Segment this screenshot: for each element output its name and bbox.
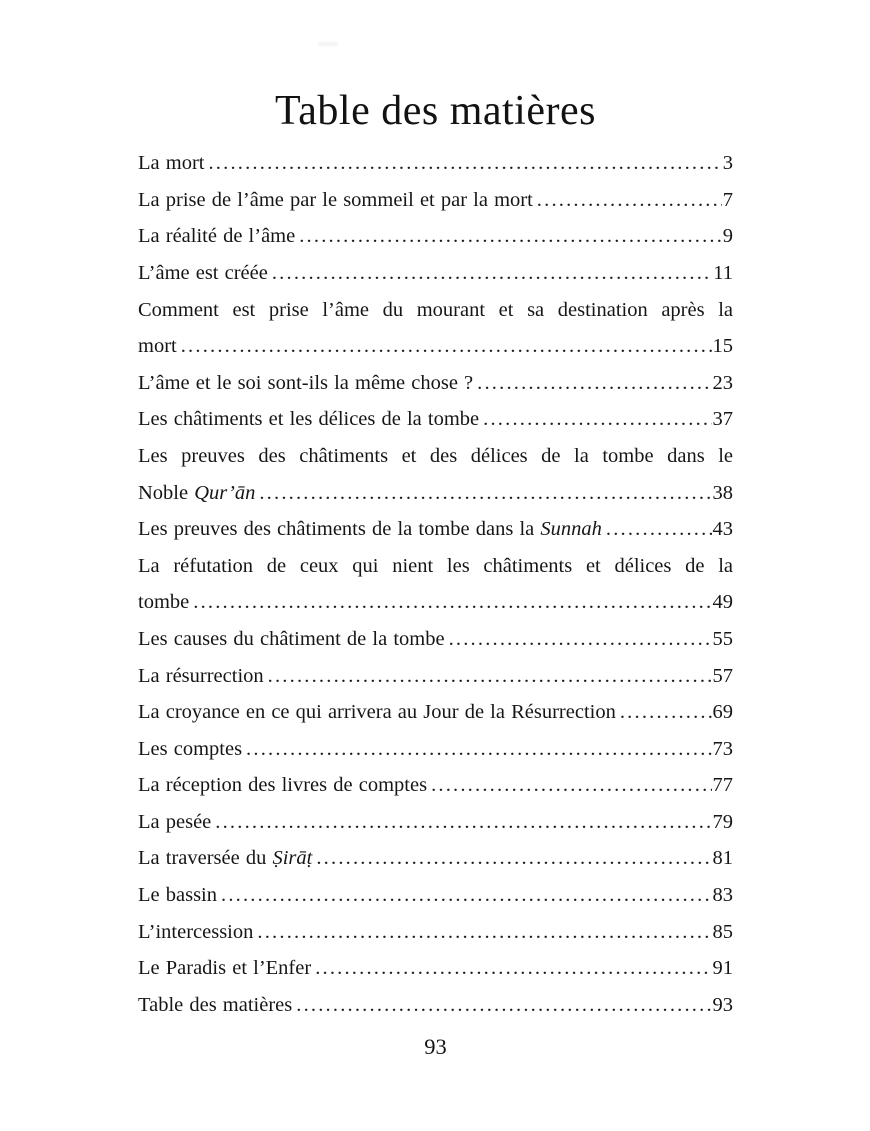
- toc-entry-text: L’intercession: [138, 920, 254, 943]
- toc-page-number: 81: [712, 847, 733, 870]
- toc-entry-title: [138, 584, 189, 621]
- toc-entry-text: La réalité de l’âme: [138, 225, 296, 248]
- toc-entry-text: Les châtiments et les délices de la tombe: [138, 408, 480, 431]
- toc-entry-leader-line: [138, 767, 733, 804]
- toc-entry[interactable]: [138, 694, 733, 731]
- toc-entry-title: [138, 987, 292, 1024]
- toc-entry-leader-line: [138, 511, 733, 548]
- toc-entry[interactable]: [138, 658, 733, 695]
- toc-entry-text: La croyance en ce qui arrivera au Jour de la Résurrection: [138, 701, 616, 724]
- toc-entry-title: [138, 914, 253, 951]
- toc-page-number: 38: [712, 481, 733, 504]
- toc-entry[interactable]: [138, 804, 733, 841]
- toc-entry-leader-line: [138, 840, 733, 877]
- toc-entry-title: [138, 950, 311, 987]
- toc-entry-text: Table des matières: [138, 993, 293, 1016]
- toc-entry[interactable]: [138, 401, 733, 438]
- dot-leader: [246, 731, 711, 768]
- toc-entry-leader-line: [138, 621, 733, 658]
- toc-entry-leader-line: [138, 218, 733, 255]
- toc-entry[interactable]: [138, 731, 733, 768]
- toc-page-number: 57: [712, 664, 733, 687]
- footer-page-number: 93: [424, 1034, 447, 1060]
- toc-entry-term-italic: Sunnah: [540, 518, 602, 541]
- toc-entry-text: La mort: [138, 152, 205, 175]
- toc-entry-wrap-line: [138, 292, 733, 329]
- toc-page-number: 3: [722, 152, 733, 175]
- toc-entry-title: [138, 511, 602, 548]
- toc-entry-leader-line: [138, 658, 733, 695]
- toc-page-number: 15: [712, 335, 733, 358]
- toc-page-number: 55: [712, 627, 733, 650]
- toc-list: [138, 145, 733, 1023]
- toc-entry[interactable]: [138, 548, 733, 621]
- toc-entry-title: [138, 804, 211, 841]
- toc-entry[interactable]: [138, 145, 733, 182]
- dot-leader: [483, 401, 711, 438]
- toc-entry-leader-line: [138, 731, 733, 768]
- toc-entry-title: [138, 694, 616, 731]
- toc-page-number: 11: [713, 261, 733, 284]
- toc-entry-text: La réception des livres de comptes: [138, 774, 428, 797]
- toc-entry[interactable]: [138, 621, 733, 658]
- dot-leader: [477, 365, 711, 402]
- toc-entry[interactable]: [138, 255, 733, 292]
- dot-leader: [299, 218, 722, 255]
- toc-entry[interactable]: [138, 877, 733, 914]
- toc-page-number: 43: [712, 518, 733, 541]
- toc-entry-title: [138, 731, 242, 768]
- toc-entry-title: [138, 767, 427, 804]
- toc-page-number: 79: [712, 810, 733, 833]
- toc-page-number: 73: [712, 737, 733, 760]
- toc-entry[interactable]: [138, 950, 733, 987]
- toc-entry-text: Le Paradis et l’Enfer: [138, 957, 312, 980]
- toc-entry-text: Les preuves des châtiments et des délices de la tombe dans le: [138, 444, 733, 467]
- toc-entry-leader-line: [138, 877, 733, 914]
- dot-leader: [208, 145, 721, 182]
- dot-leader: [296, 987, 711, 1024]
- dot-leader: [606, 511, 712, 548]
- toc-entry-title: [138, 365, 473, 402]
- toc-entry-title: [138, 475, 255, 512]
- toc-entry-title: [138, 401, 479, 438]
- toc-entry-text: tombe: [138, 591, 190, 614]
- toc-entry-title: [138, 840, 312, 877]
- toc-page-number: 69: [712, 701, 733, 724]
- toc-entry-title: [138, 182, 533, 219]
- page-title: Table des matières: [275, 88, 596, 134]
- toc-entry-text: La traversée du: [138, 847, 273, 870]
- toc-entry-leader-line: [138, 255, 733, 292]
- toc-entry-leader-line: [138, 328, 733, 365]
- toc-entry-text: L’âme est créée: [138, 261, 268, 284]
- dot-leader: [315, 950, 711, 987]
- dot-leader: [272, 255, 712, 292]
- toc-entry-leader-line: [138, 694, 733, 731]
- toc-entry-leader-line: [138, 987, 733, 1024]
- dot-leader: [449, 621, 712, 658]
- toc-entry-leader-line: [138, 914, 733, 951]
- toc-entry-wrap-line: [138, 548, 733, 585]
- toc-entry[interactable]: [138, 438, 733, 511]
- toc-entry-text: La réfutation de ceux qui nient les châtiments et délices de la: [138, 554, 733, 577]
- toc-page-number: 7: [722, 188, 733, 211]
- dot-leader: [221, 877, 712, 914]
- toc-entry-wrap-line: [138, 438, 733, 475]
- toc-entry-leader-line: [138, 950, 733, 987]
- toc-entry-title: [138, 218, 295, 255]
- dot-leader: [257, 914, 711, 951]
- toc-entry-title: [138, 145, 204, 182]
- toc-entry[interactable]: [138, 511, 733, 548]
- toc-entry[interactable]: [138, 914, 733, 951]
- toc-entry-leader-line: [138, 182, 733, 219]
- dot-leader: [268, 658, 712, 695]
- toc-entry[interactable]: [138, 767, 733, 804]
- toc-entry-text: Les comptes: [138, 737, 243, 760]
- toc-entry-text: La résurrection: [138, 664, 264, 687]
- toc-entry-title: [138, 621, 445, 658]
- toc-entry[interactable]: [138, 292, 733, 365]
- toc-page-number: 49: [712, 591, 733, 614]
- dot-leader: [431, 767, 711, 804]
- toc-entry-text: L’âme et le soi sont-ils la même chose ?: [138, 371, 474, 394]
- toc-entry-text: Noble: [138, 481, 195, 504]
- toc-entry-leader-line: [138, 401, 733, 438]
- toc-entry-title: [138, 877, 217, 914]
- toc-entry[interactable]: [138, 987, 733, 1024]
- toc-entry-text: mort: [138, 335, 177, 358]
- dot-leader: [181, 328, 712, 365]
- toc-entry[interactable]: [138, 840, 733, 877]
- toc-entry-leader-line: [138, 804, 733, 841]
- toc-entry-leader-line: [138, 145, 733, 182]
- toc-entry-title: [138, 328, 177, 365]
- dot-leader: [620, 694, 712, 731]
- toc-entry-term-italic: Ṣirāṭ: [272, 847, 313, 870]
- toc-entry-text: La prise de l’âme par le sommeil et par la mort: [138, 188, 533, 211]
- dot-leader: [193, 584, 711, 621]
- toc-entry[interactable]: [138, 182, 733, 219]
- toc-page-number: 85: [712, 920, 733, 943]
- toc-page-number: 83: [712, 884, 733, 907]
- toc-entry-text: La pesée: [138, 810, 212, 833]
- toc-page-number: 77: [712, 774, 733, 797]
- toc-page-number: 91: [712, 957, 733, 980]
- toc-entry-title: [138, 658, 264, 695]
- toc-entry[interactable]: [138, 218, 733, 255]
- dot-leader: [537, 182, 722, 219]
- dot-leader: [316, 840, 711, 877]
- toc-entry-text: Le bassin: [138, 884, 217, 907]
- toc-entry-text: Les causes du châtiment de la tombe: [138, 627, 445, 650]
- toc-entry-leader-line: [138, 584, 733, 621]
- page-content: [138, 0, 733, 1060]
- toc-entry-leader-line: [138, 365, 733, 402]
- toc-page-number: 37: [712, 408, 733, 431]
- toc-entry-leader-line: [138, 475, 733, 512]
- toc-page-number: 23: [712, 371, 733, 394]
- dot-leader: [215, 804, 711, 841]
- toc-entry-text: Comment est prise l’âme du mourant et sa destination après la: [138, 298, 733, 321]
- dot-leader: [259, 475, 711, 512]
- toc-entry-text: Les preuves des châtiments de la tombe dans la: [138, 518, 541, 541]
- toc-entry[interactable]: [138, 365, 733, 402]
- toc-page-number: 9: [722, 225, 733, 248]
- toc-entry-term-italic: Qur’ān: [194, 481, 256, 504]
- toc-entry-title: [138, 255, 268, 292]
- toc-page-number: 93: [712, 993, 733, 1016]
